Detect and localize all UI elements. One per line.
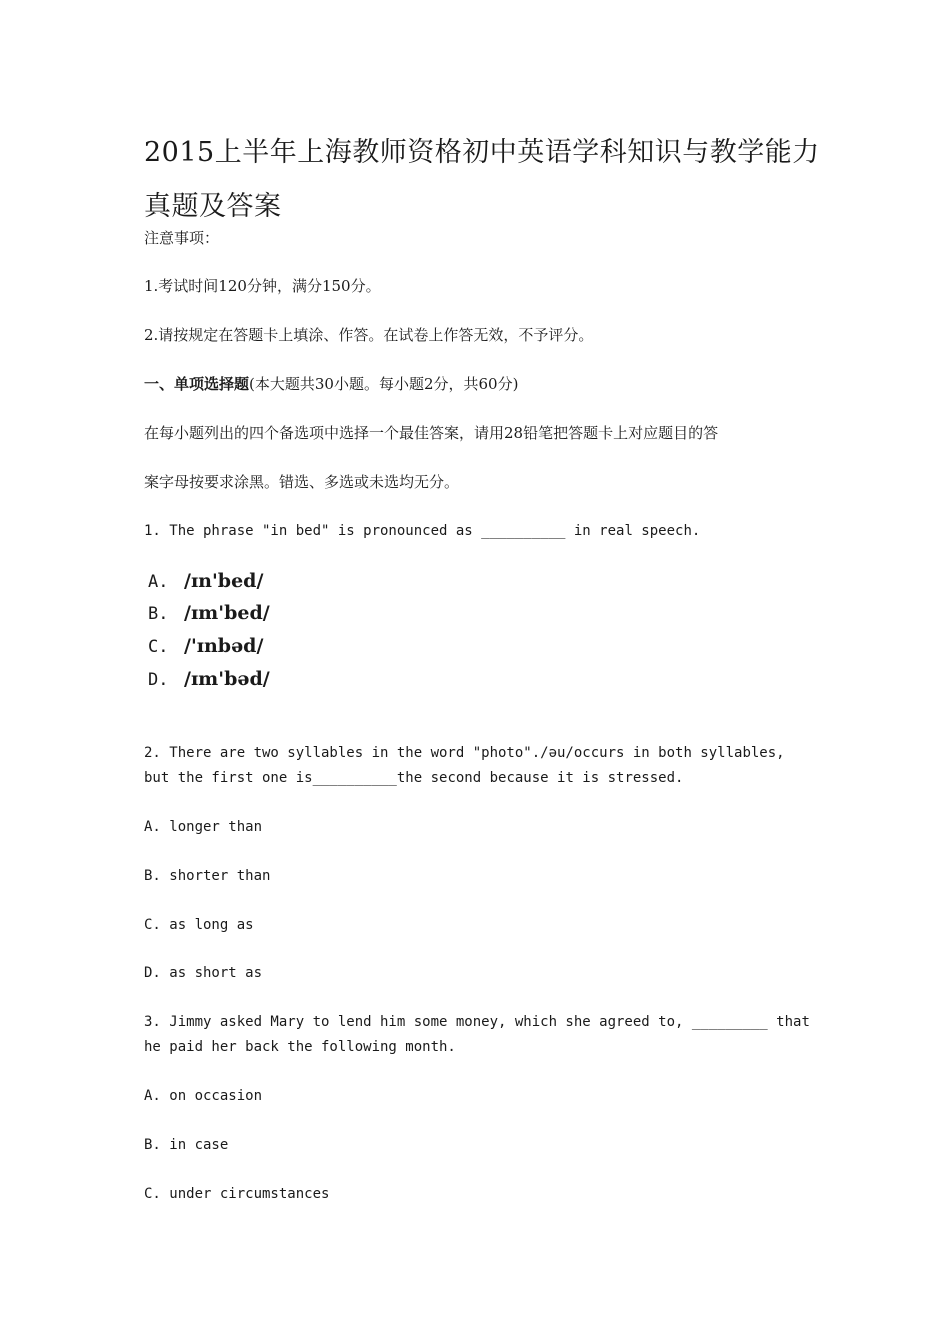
- section-heading-rest: (本大题共30小题。每小题2分，共60分): [249, 375, 519, 393]
- question-2-line2: [144, 768, 683, 788]
- question-3-line2: he paid her back the following month.: [144, 1039, 456, 1055]
- notice-heading: 注意事项：: [144, 229, 220, 247]
- question-1-stem: [144, 521, 700, 541]
- section-instruction-line1: 在每小题列出的四个备选项中选择一个最佳答案，请用28铅笔把答题卡上对应题目的答: [144, 424, 719, 442]
- option-letter: B.: [148, 604, 169, 624]
- question-2-line2-after: the second because it is stressed.: [396, 770, 684, 786]
- question-2-option-c: C. as long as: [144, 917, 254, 933]
- question-2-option-b: B. shorter than: [144, 868, 271, 884]
- question-3-option-c: C. under circumstances: [144, 1186, 330, 1202]
- question-3-line1: [144, 1012, 810, 1032]
- question-2-line1: 2. There are two syllables in the word "photo"./əu/occurs in both syllables,: [144, 745, 785, 761]
- option-text: /'ɪnbəd/: [184, 635, 264, 657]
- option-text: /ɪm'bəd/: [184, 668, 270, 690]
- question-1-stem-after: in real speech.: [565, 523, 701, 539]
- question-2-blank: __________: [312, 770, 397, 786]
- question-3-line1-before: 3. Jimmy asked Mary to lend him some money, which she agreed to,: [144, 1014, 692, 1030]
- question-1-option-d: [148, 667, 270, 692]
- question-1-option-c: [148, 634, 263, 659]
- question-1-option-a: [148, 569, 263, 594]
- page-title: 2015上半年上海教师资格初中英语学科知识与教学能力真题及答案: [144, 137, 820, 222]
- section-heading-bold: 一、单项选择题: [144, 375, 250, 393]
- option-letter: C.: [148, 637, 169, 657]
- notice-item-2: 2.请按规定在答题卡上填涂、作答。在试卷上作答无效，不予评分。: [144, 326, 594, 344]
- option-text: /ɪn'bed/: [184, 570, 264, 592]
- question-1-option-b: [148, 601, 270, 626]
- question-2-option-a: A. longer than: [144, 819, 263, 835]
- notice-item-1: 1.考试时间120分钟，满分150分。: [144, 277, 381, 295]
- question-3-line1-after: that: [767, 1014, 810, 1030]
- question-2-line2-before: but the first one is: [144, 770, 313, 786]
- question-3-option-a: A. on occasion: [144, 1088, 263, 1104]
- option-letter: D.: [148, 670, 169, 690]
- question-1-blank: __________: [481, 523, 566, 539]
- question-1-stem-before: 1. The phrase "in bed" is pronounced as: [144, 523, 482, 539]
- option-letter: A.: [148, 572, 169, 592]
- question-3-option-b: B. in case: [144, 1137, 229, 1153]
- option-text: /ɪm'bed/: [184, 602, 270, 624]
- section-instruction-line2: 案字母按要求涂黑。错选、多选或未选均无分。: [144, 473, 460, 491]
- question-3-blank: _________: [691, 1014, 768, 1030]
- section-heading: [144, 374, 518, 394]
- question-2-option-d: D. as short as: [144, 965, 263, 981]
